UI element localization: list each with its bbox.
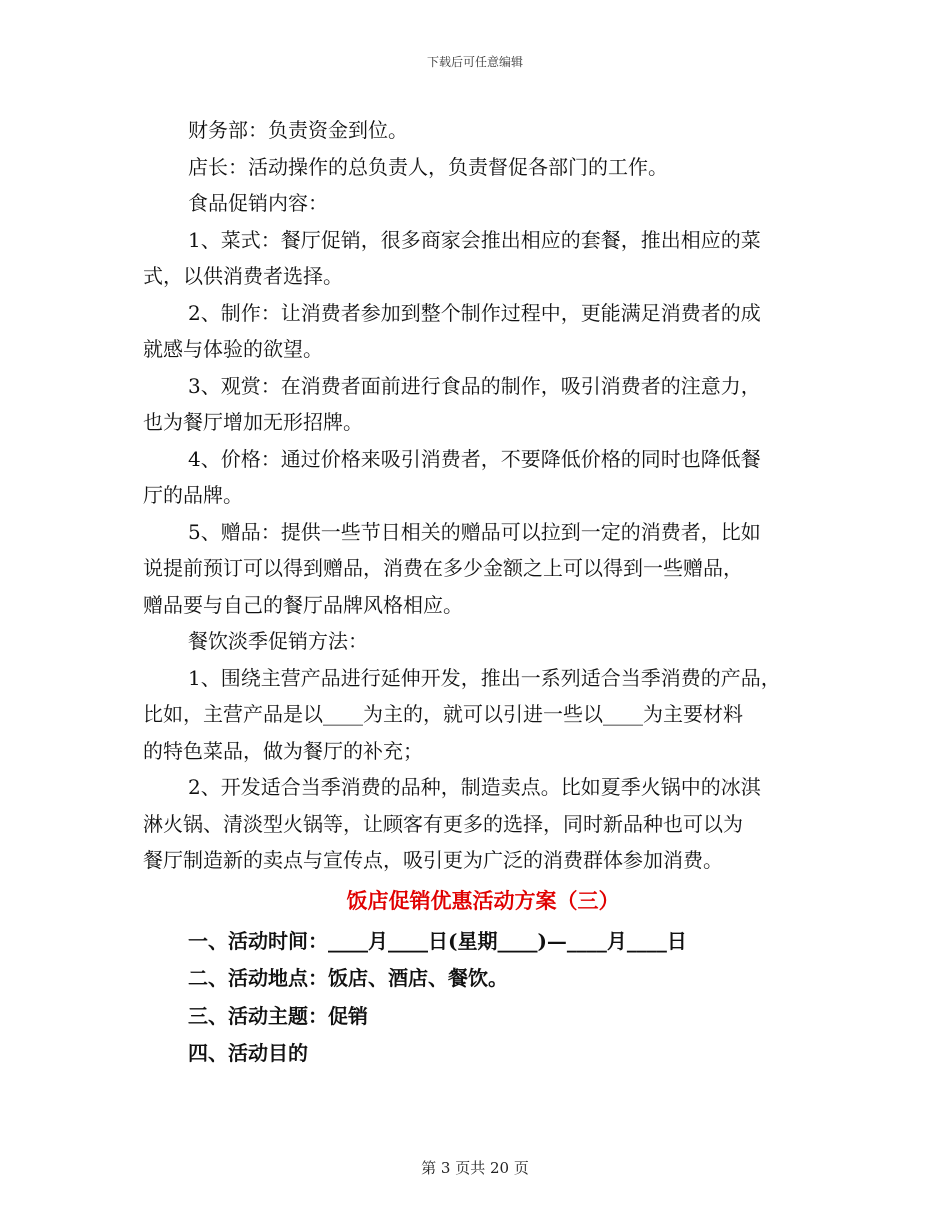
text-line: 财务部：负责资金到位。	[188, 118, 408, 142]
heading-activity-location: 二、活动地点：饭店、酒店、餐饮。	[188, 966, 508, 990]
paragraph	[143, 623, 823, 660]
paragraph	[143, 368, 823, 441]
text-line: 比如，主营产品是以____为主的，就可以引进一些以____为主要材料	[143, 702, 743, 726]
paragraph	[143, 295, 823, 368]
paragraph	[143, 769, 823, 879]
paragraph	[143, 149, 823, 186]
text-line: 淋火锅、清淡型火锅等，让顾客有更多的选择，同时新品种也可以为	[143, 811, 743, 836]
text-line: 式，以供消费者选择。	[143, 264, 343, 288]
text-line: 4、价格：通过价格来吸引消费者，不要降低价格的同时也降低餐	[188, 446, 761, 471]
heading-activity-purpose: 四、活动目的	[188, 1041, 308, 1065]
text-line: 店长：活动操作的总负责人，负责督促各部门的工作。	[188, 154, 668, 179]
text-line: 餐饮淡季促销方法：	[188, 629, 368, 653]
document-body	[143, 112, 823, 1073]
text-line: 也为餐厅增加无形招牌。	[143, 410, 363, 434]
paragraph	[143, 222, 823, 295]
page-footer: 第 3 页共 20 页	[421, 1159, 529, 1177]
page-header: 下载后可任意编辑	[426, 55, 523, 69]
text-line: 1、菜式：餐厅促销，很多商家会推出相应的套餐，推出相应的菜	[188, 227, 761, 252]
paragraph	[143, 514, 823, 624]
text-line: 食品促销内容：	[188, 191, 328, 215]
text-line: 的特色菜品，做为餐厅的补充；	[143, 738, 423, 763]
text-line: 1、围绕主营产品进行延伸开发，推出一系列适合当季消费的产品，	[188, 665, 781, 690]
section-title: 饭店促销优惠活动方案（三）	[346, 887, 620, 913]
text-line: 就感与体验的欲望。	[143, 337, 323, 361]
text-line: 5、赠品：提供一些节日相关的赠品可以拉到一定的消费者，比如	[188, 519, 761, 544]
paragraph	[143, 185, 823, 222]
text-line: 赠品要与自己的餐厅品牌风格相应。	[143, 592, 463, 617]
paragraph	[143, 441, 823, 514]
text-line: 2、制作：让消费者参加到整个制作过程中，更能满足消费者的成	[188, 300, 761, 325]
text-line: 2、开发适合当季消费的品种，制造卖点。比如夏季火锅中的冰淇	[188, 775, 761, 799]
heading-activity-theme: 三、活动主题：促销	[188, 1003, 368, 1028]
text-line: 说提前预订可以得到赠品，消费在多少金额之上可以得到一些赠品，	[143, 556, 743, 580]
text-line: 3、观赏：在消费者面前进行食品的制作，吸引消费者的注意力，	[188, 373, 761, 398]
paragraph	[143, 112, 823, 149]
paragraph	[143, 660, 823, 770]
text-line: 餐厅制造新的卖点与宣传点，吸引更为广泛的消费群体参加消费。	[143, 848, 723, 872]
heading-activity-time: 一、活动时间：____月____日(星期____)—____月____日	[188, 928, 687, 953]
text-line: 厅的品牌。	[143, 483, 243, 507]
